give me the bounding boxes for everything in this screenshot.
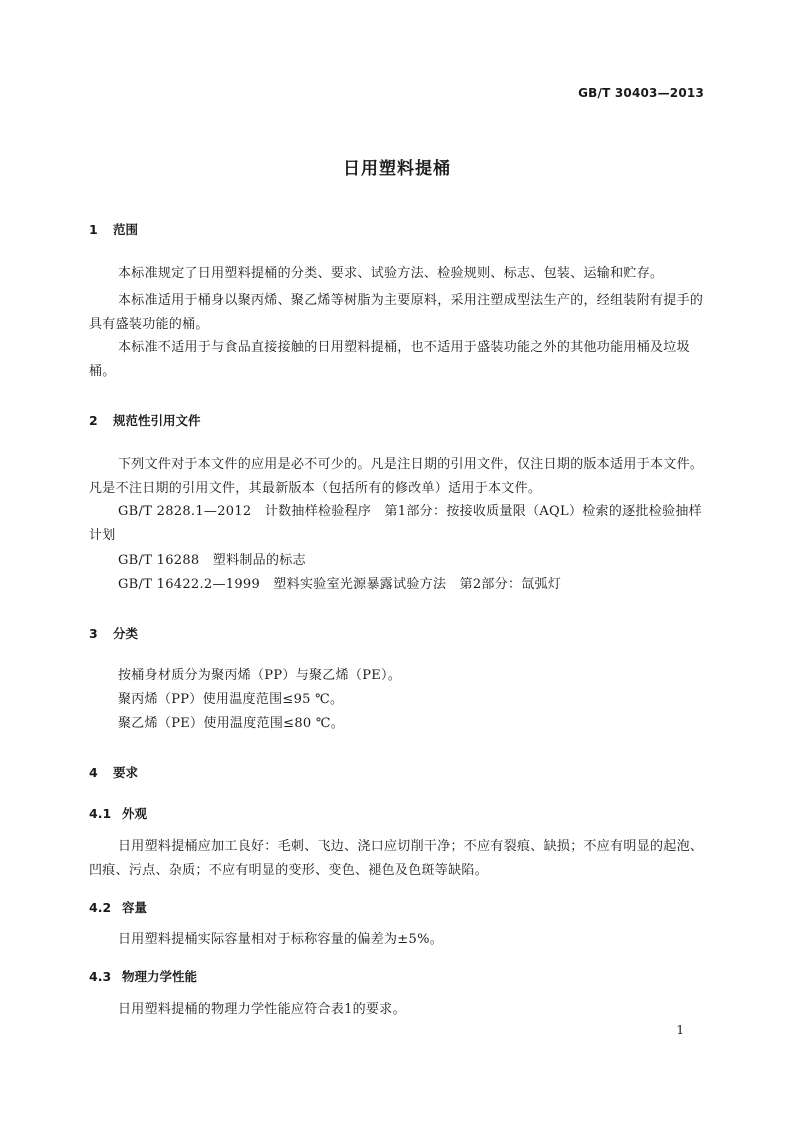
section-number: 4: [89, 765, 98, 780]
section-4-heading: [89, 763, 138, 781]
section-title: 容量: [122, 900, 148, 915]
paragraph: 本标准不适用于与食品直接接触的日用塑料提桶，也不适用于盛装功能之外的其他功能用桶及垃圾桶。: [89, 340, 690, 379]
section-number: 1: [89, 222, 98, 237]
paragraph: 聚乙烯（PE）使用温度范围≤80 ℃。: [118, 716, 345, 731]
document-title: 日用塑料提桶: [343, 159, 451, 179]
section-3-heading: [89, 624, 138, 642]
reference-item: GB/T 2828.1—2012 计数抽样检验程序 第1部分：按接收质量限（AQL）检索的逐批检验抽样计划: [89, 504, 702, 543]
section-title: 规范性引用文件: [113, 413, 201, 428]
paragraph: 按桶身材质分为聚丙烯（PP）与聚乙烯（PE）。: [118, 668, 402, 683]
section-number: 3: [89, 626, 98, 641]
paragraph: 本标准适用于桶身以聚丙烯、聚乙烯等树脂为主要原料，采用注塑成型法生产的，经组装附有提手的具有盛装功能的桶。: [89, 293, 704, 332]
section-title: 物理力学性能: [122, 969, 198, 984]
section-number: 4.3: [89, 969, 112, 984]
paragraph: 下列文件对于本文件的应用是必不可少的。凡是注日期的引用文件，仅注日期的版本适用于本文件。凡是不注日期的引用文件，其最新版本（包括所有的修改单）适用于本文件。: [89, 457, 704, 496]
section-2-heading: [89, 411, 201, 429]
paragraph: 日用塑料提桶的物理力学性能应符合表1的要求。: [118, 1002, 406, 1017]
standard-number: GB/T 30403—2013: [578, 86, 704, 100]
section-number: 4.1: [89, 806, 112, 821]
paragraph: 日用塑料提桶实际容量相对于标称容量的偏差为±5%。: [118, 932, 444, 947]
section-title: 要求: [113, 765, 139, 780]
paragraph: 本标准规定了日用塑料提桶的分类、要求、试验方法、检验规则、标志、包装、运输和贮存。: [118, 266, 664, 281]
section-title: 外观: [122, 806, 148, 821]
section-number: 2: [89, 413, 98, 428]
section-4-2-heading: [89, 898, 147, 916]
reference-item: GB/T 16422.2—1999 塑料实验室光源暴露试验方法 第2部分：氙弧灯: [118, 577, 562, 592]
section-title: 范围: [113, 222, 139, 237]
paragraph: 聚丙烯（PP）使用温度范围≤95 ℃。: [118, 692, 344, 707]
section-1-heading: [89, 220, 138, 238]
section-title: 分类: [113, 626, 139, 641]
page-number: 1: [676, 1023, 684, 1037]
paragraph: 日用塑料提桶应加工良好：毛刺、飞边、浇口应切削干净；不应有裂痕、缺损；不应有明显的起泡、凹痕、污点、杂质；不应有明显的变形、变色、褪色及色斑等缺陷。: [89, 839, 704, 878]
section-number: 4.2: [89, 900, 112, 915]
section-4-1-heading: [89, 804, 147, 822]
section-4-3-heading: [89, 967, 197, 985]
reference-item: GB/T 16288 塑料制品的标志: [118, 553, 306, 568]
